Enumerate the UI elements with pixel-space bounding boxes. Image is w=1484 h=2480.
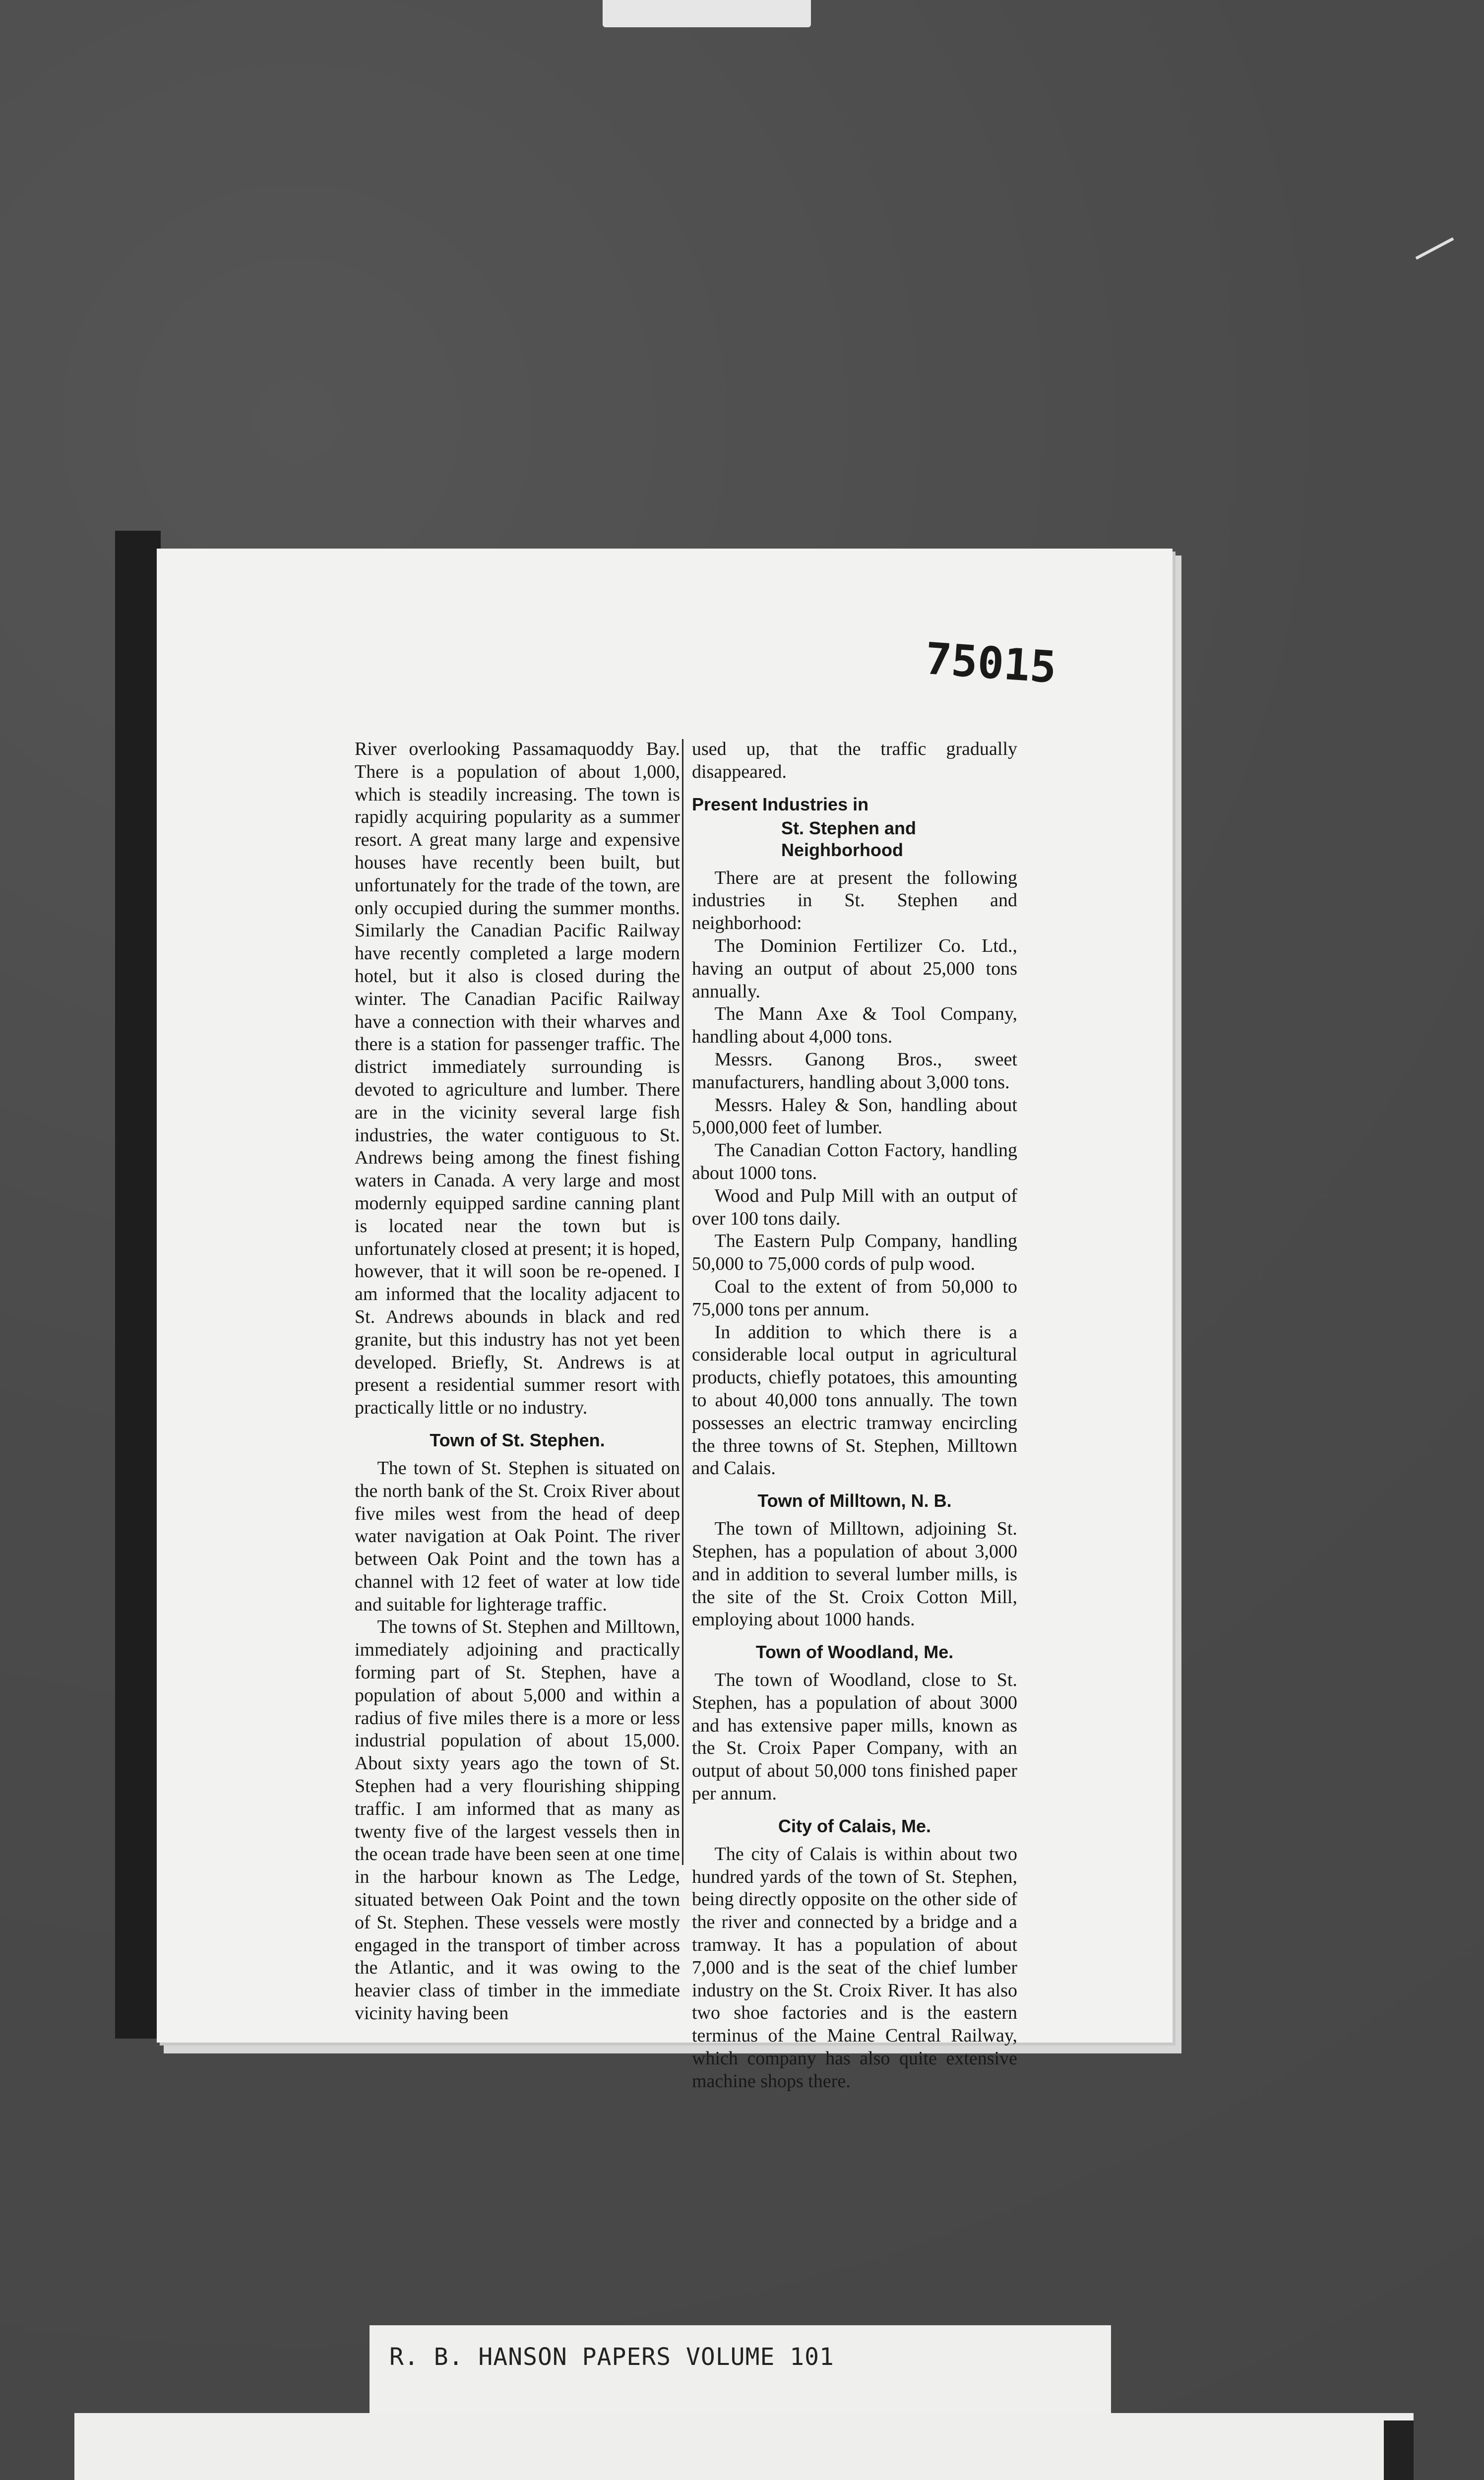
paragraph: Messrs. Ganong Bros., sweet manufacturers, handling about 3,000 tons.: [692, 1049, 1017, 1093]
page-number: 75015: [923, 632, 1058, 693]
paragraph: The Dominion Fertilizer Co. Ltd., having an output of about 25,000 tons annually.: [692, 935, 1017, 1002]
section-heading: City of Calais, Me.: [778, 1815, 931, 1836]
paragraph: In addition to which there is a considerable local output in agricultural products, chiefly potatoes, this amounting to about 40,000 tons annually. The town possesses an electric tramway encircling the three towns of St. Stephen, Milltown and Calais.: [692, 1321, 1017, 1479]
paragraph: The Mann Axe & Tool Company, handling about 4,000 tons.: [692, 1003, 1017, 1048]
volume-label-text: R. B. HANSON PAPERS VOLUME 101: [389, 2343, 834, 2371]
paragraph: Coal to the extent of from 50,000 to 75,000 tons per annum.: [692, 1276, 1017, 1320]
archives-card: [74, 2413, 1414, 2480]
paragraph: River overlooking Passamaquoddy Bay. There is a population of about 1,000, which is steadily increasing. The town is rapidly acquiring popularity as a summer resort. A great many large and expensive houses have recently been built, but unfortunately for the trade of the town, are only occupied during the summer months. Similarly the Canadian Pacific Railway have recently completed a large modern hotel, but it also is closed during the winter. The Canadian Pacific Railway have a connection with their wharves and there is a station for passenger traffic. The district immediately surrounding is devoted to agriculture and lumber. There are in the vicinity several large fish industries, the water contiguous to St. Andrews being among the finest fishing waters in Canada. A very large and most modernly equipped sardine canning plant is located near the town but is unfortunately closed at present; it is hoped, however, that it will soon be re-opened. I am informed that the locality adjacent to St. Andrews abounds in black and red granite, but this industry has not yet been developed. Briefly, St. Andrews is at present a residential summer resort with practically little or no industry.: [355, 739, 680, 1419]
film-tab: [603, 0, 811, 27]
section-heading: Present Industries in: [692, 794, 869, 814]
paragraph: The city of Calais is within about two hundred yards of the town of St. Stephen, being directly opposite on the other side of the river and connected by a bridge and a tramway. It has a population of about 7,000 and is the seat of the chief lumber industry on the St. Croix River. It has also two shoe factories and is the eastern terminus of the Maine Central Railway, which company has also quite extensive machine shops there.: [692, 1843, 1017, 2092]
card-edge-shadow: [1384, 2420, 1414, 2480]
section-heading: Town of Woodland, Me.: [755, 1642, 954, 1663]
right-column: [692, 738, 1017, 2093]
paragraph: There are at present the following industries in St. Stephen and neighborhood:: [692, 867, 1017, 934]
section-heading: Town of Milltown, N. B.: [757, 1490, 952, 1511]
paragraph: Wood and Pulp Mill with an output of over 100 tons daily.: [692, 1185, 1017, 1229]
paragraph: The town of Woodland, close to St. Stephen, has a population of about 3000 and has extensive paper mills, known as the St. Croix Paper Company, with an output of about 50,000 tons finished paper per annum.: [692, 1670, 1017, 1804]
paragraph: The town of St. Stephen is situated on the north bank of the St. Croix River about five miles west from the head of deep water navigation at Oak Point. The river between Oak Point and the town has a channel with 12 feet of water at low tide and suitable for lighterage traffic.: [355, 1457, 680, 1615]
paragraph: The towns of St. Stephen and Milltown, immediately adjoining and practically forming part of St. Stephen, have a population of about 5,000 and within a radius of five miles there is a more or less industrial population of about 15,000. About sixty years ago the town of St. Stephen had a very flourishing shipping traffic. I am informed that as many as twenty five of the largest vessels then in the ocean trade have been seen at one time in the harbour known as The Ledge, situated between Oak Point and the town of St. Stephen. These vessels were mostly engaged in the transport of timber across the Atlantic, and it was owing to the heavier class of timber in the immediate vicinity having been: [355, 1616, 680, 2024]
paragraph: used up, that the traffic gradually disappeared.: [692, 739, 1017, 782]
volume-label: [370, 2325, 1111, 2417]
paragraph: The town of Milltown, adjoining St. Stephen, has a population of about 3,000 and in addition to several lumber mills, is the site of the St. Croix Cotton Mill, employing about 1000 hands.: [692, 1518, 1017, 1630]
column-divider: [682, 739, 683, 1865]
paragraph: The Eastern Pulp Company, handling 50,000 to 75,000 cords of pulp wood.: [692, 1231, 1017, 1275]
left-column: [355, 738, 680, 2025]
section-heading: Town of St. Stephen.: [430, 1429, 605, 1450]
paragraph: The Canadian Cotton Factory, handling about 1000 tons.: [692, 1140, 1017, 1183]
paragraph: Messrs. Haley & Son, handling about 5,000,000 feet of lumber.: [692, 1094, 1017, 1138]
section-heading: St. Stephen and Neighborhood: [781, 817, 917, 860]
page-shadow: [115, 531, 161, 2039]
